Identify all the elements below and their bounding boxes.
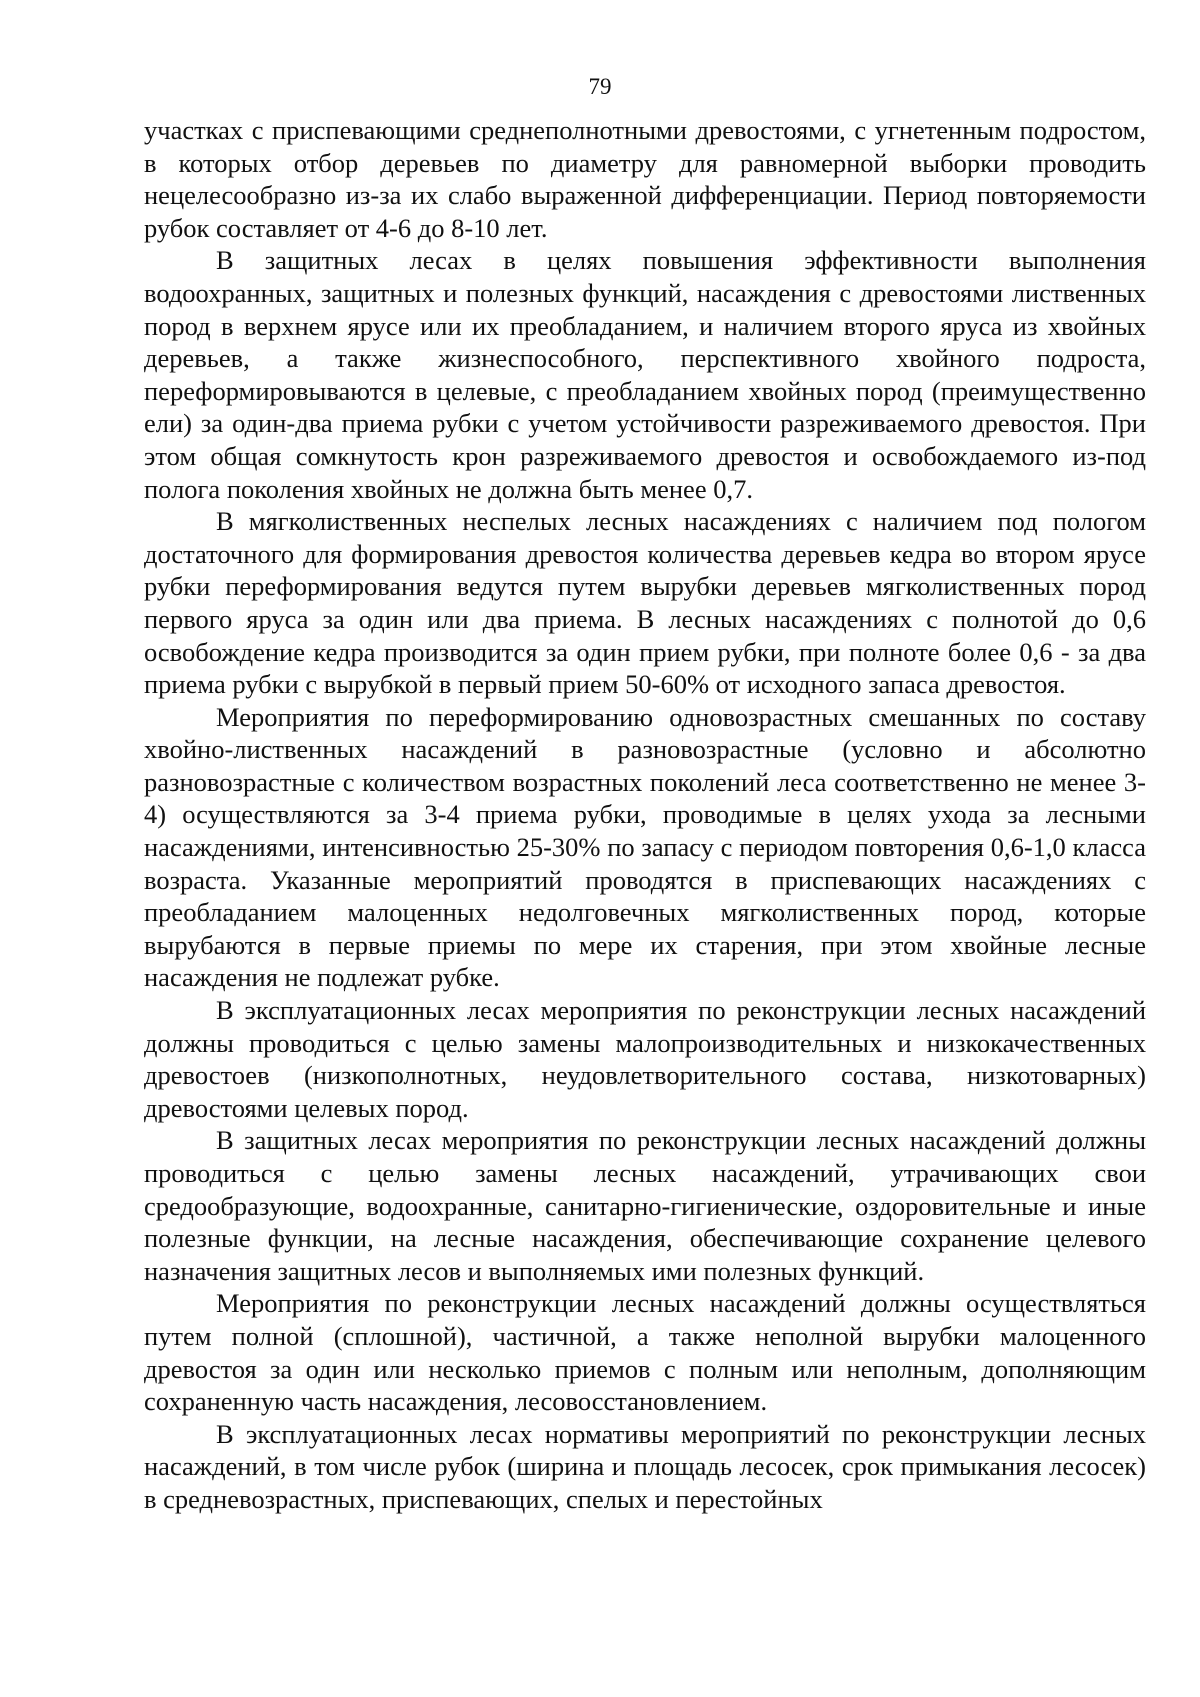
paragraph-continuation: участках с приспевающими среднеполнотными древостоями, с угнетенным подростом, в которых отбор деревьев по диаметру для равномерной выборки проводить нецелесообразно из-за их слабо выраженной дифференциации. Период повторяемости рубок составляет от 4-6 до 8-10 лет. [144,115,1146,243]
document-body [144,114,1146,1516]
paragraph-exploitation-forests-reconstruction: В эксплуатационных лесах мероприятия по реконструкции лесных насаждений должны проводиться с целью замены малопроизводительных и низкокачественных древостоев (низкополнотных, неудовлетворительного состава, низкотоварных) древостоями целевых пород. [144,995,1146,1123]
paragraph-reconstruction-norms: В эксплуатационных лесах нормативы мероприятий по реконструкции лесных насаждений, в том числе рубок (ширина и площадь лесосек, срок примыкания лесосек) в средневозрастных, приспевающих, спелых и перестойных [144,1418,1146,1514]
paragraph-protective-forests-reconstruction: В защитных лесах мероприятия по реконструкции лесных насаждений должны проводиться с целью замены лесных насаждений, утрачивающих свои средообразующие, водоохранные, санитарно-гигиенические, оздоровительные и иные полезные функции, на лесные насаждения, обеспечивающие сохранение целевого назначения защитных лесов и выполняемых ими полезных функций. [144,1125,1146,1286]
paragraph-softwood-cedar-release: В мягколиственных неспелых лесных насаждениях с наличием под пологом достаточного для формирования древостоя количества деревьев кедра во втором ярусе рубки переформирования ведутся путем вырубки деревьев мягколиственных пород первого яруса за один или два приема. В лесных насаждениях с полнотой до 0,6 освобождение кедра производится за один прием рубки, при полноте более 0,6 - за два приема рубки с вырубкой в первый прием 50-60% от исходного запаса древостоя. [144,506,1146,700]
paragraph-protective-forests-reformation: В защитных лесах в целях повышения эффективности выполнения водоохранных, защитных и полезных функций, насаждения с древостоями лиственных пород в верхнем ярусе или их преобладанием, и наличием второго яруса из хвойных деревьев, а также жизнеспособного, перспективного хвойного подроста, переформировываются в целевые, с преобладанием хвойных пород (преимущественно ели) за один-два приема рубки с учетом устойчивости разреживаемого древостоя. При этом общая сомкнутость крон разреживаемого древостоя и освобождаемого из-под полога поколения хвойных не должна быть менее 0,7. [144,245,1146,504]
page-number: 79 [588,74,612,99]
paragraph-uneven-aged-reformation: Мероприятия по переформированию одновозрастных смешанных по составу хвойно-лиственных насаждений в разновозрастные (условно и абсолютно разновозрастные с количеством возрастных поколений леса соответственно не менее 3-4) осуществляются за 3-4 приема рубки, проводимые в целях ухода за лесными насаждениями, интенсивностью 25-30% по запасу с периодом повторения 0,6-1,0 класса возраста. Указанные мероприятий проводятся в приспевающих насаждениях с преобладанием малоценных недолговечных мягколиственных пород, которые вырубаются в первые приемы по мере их старения, при этом хвойные лесные насаждения не подлежат рубке. [144,701,1146,993]
paragraph-reconstruction-methods: Мероприятия по реконструкции лесных насаждений должны осуществляться путем полной (сплошной), частичной, а также неполной вырубки малоценного древостоя за один или несколько приемов с полным или неполным, дополняющим сохраненную часть насаждения, лесовосстановлением. [144,1288,1146,1417]
